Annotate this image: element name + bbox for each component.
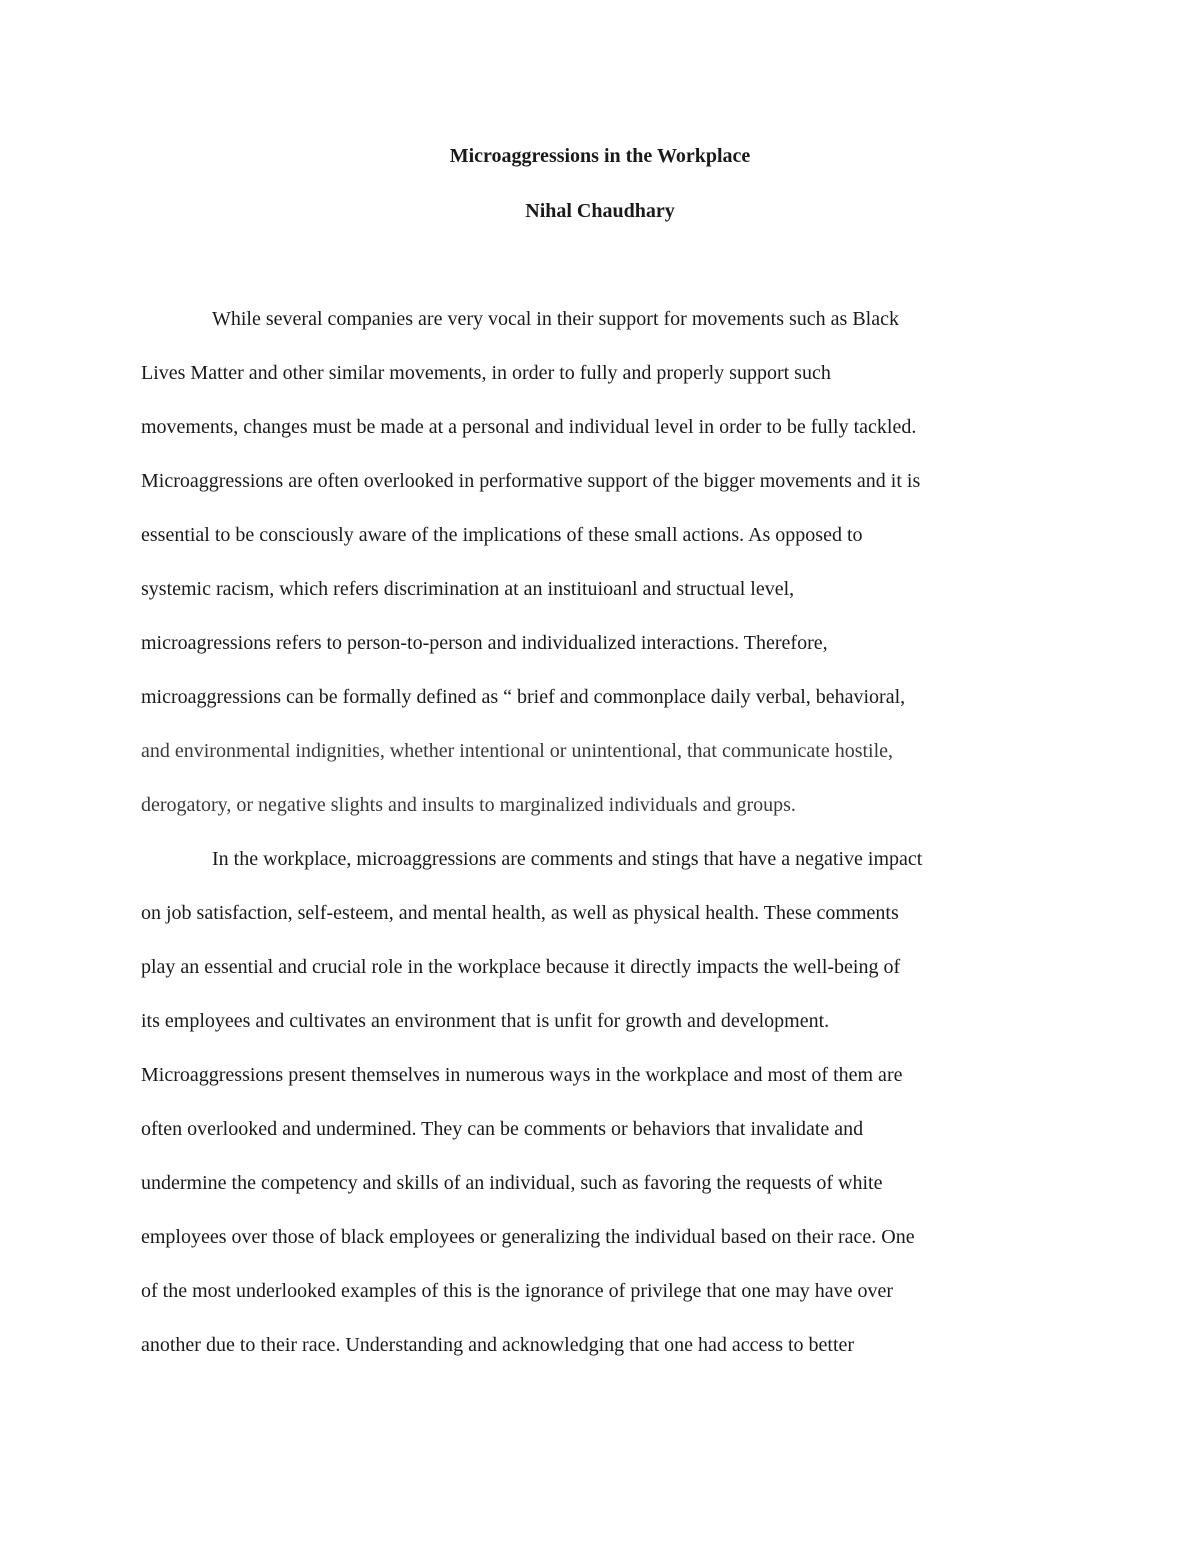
paragraph-2-line-4: its employees and cultivates an environment that is unfit for growth and development. — [141, 1010, 830, 1032]
paragraph-1-line-7: microagressions refers to person-to-person and individualized interactions. Therefore, — [141, 632, 828, 654]
paragraph-2-line-9: of the most underlooked examples of this is the ignorance of privilege that one may have over — [141, 1280, 894, 1302]
paragraph-2-line-8: employees over those of black employees or generalizing the individual based on their race. One — [141, 1226, 915, 1248]
paragraph-1-line-1: While several companies are very vocal in their support for movements such as Black — [212, 308, 899, 330]
paragraph-2-line-5: Microaggressions present themselves in numerous ways in the workplace and most of them are — [141, 1064, 903, 1086]
paragraph-2-line-2: on job satisfaction, self-esteem, and mental health, as well as physical health. These comments — [141, 902, 899, 924]
paragraph-2-line-7: undermine the competency and skills of an individual, such as favoring the requests of white — [141, 1172, 883, 1194]
paragraph-1-line-4: Microaggressions are often overlooked in performative support of the bigger movements and it is — [141, 470, 921, 492]
paragraph-1-line-2: Lives Matter and other similar movements, in order to fully and properly support such — [141, 362, 831, 384]
paragraph-2-line-1: In the workplace, microaggressions are comments and stings that have a negative impact — [212, 848, 923, 870]
paragraph-1-line-5: essential to be consciously aware of the implications of these small actions. As opposed to — [141, 524, 863, 546]
document-title: Microaggressions in the Workplace — [449, 145, 751, 167]
paragraph-1-line-6: systemic racism, which refers discrimination at an instituioanl and structual level, — [141, 578, 795, 600]
paragraph-1-line-8: microaggressions can be formally defined as “ brief and commonplace daily verbal, behavioral, — [141, 686, 906, 708]
paragraph-2-line-3: play an essential and crucial role in the workplace because it directly impacts the well-being of — [141, 956, 901, 978]
paragraph-2-line-10: another due to their race. Understanding and acknowledging that one had access to better — [141, 1334, 855, 1356]
paragraph-1-line-10: derogatory, or negative slights and insults to marginalized individuals and groups. — [141, 794, 796, 816]
document-author: Nihal Chaudhary — [525, 200, 675, 222]
paragraph-1-line-3: movements, changes must be made at a personal and individual level in order to be fully tackled. — [141, 416, 917, 438]
paragraph-2-line-6: often overlooked and undermined. They can be comments or behaviors that invalidate and — [141, 1118, 864, 1140]
paragraph-1-line-9: and environmental indignities, whether intentional or unintentional, that communicate hostile, — [141, 740, 894, 762]
